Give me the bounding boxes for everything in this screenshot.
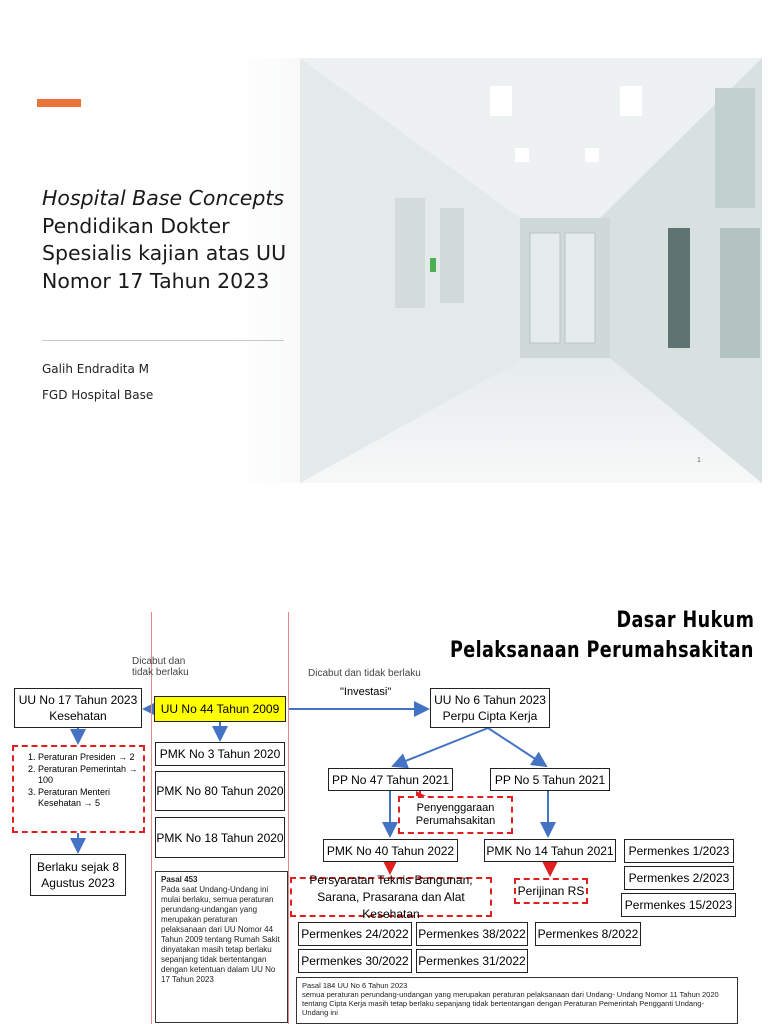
box-pmk18-2020: PMK No 18 Tahun 2020 (155, 817, 285, 858)
pasal453-text: Pada saat Undang-Undang ini mulai berlaku, semua peraturan perundang-undangan yang merupakan peraturan pelaksanaan dari UU Nomor 44 Tahun 2009 tentang Rumah Sakit dinyatakan masih tetap berlaku sepanjang tidak bertentangan dengan ketentuan dalam UU No 17 Tahun 2023 (161, 885, 280, 984)
legal-basis-slide (0, 600, 768, 1024)
label-revoked-uu44: Dicabut dan tidak berlaku (132, 656, 189, 678)
box-pmk80-2020: PMK No 80 Tahun 2020 (155, 771, 285, 811)
derivative-item: 1. Peraturan Presiden → 2 (38, 752, 143, 763)
box-uu6-2023: UU No 6 Tahun 2023 Perpu Cipta Kerja (430, 688, 550, 728)
box-permenkes-30-2022: Permenkes 30/2022 (298, 949, 412, 973)
box-uu17-2023: UU No 17 Tahun 2023 Kesehatan (14, 688, 142, 728)
box-permenkes-38-2022: Permenkes 38/2022 (416, 922, 528, 946)
box-uu44-2009: UU No 44 Tahun 2009 (154, 696, 286, 722)
box-permenkes-8-2022: Permenkes 8/2022 (535, 922, 641, 946)
red-divider-right (288, 612, 289, 1024)
slide-heading-line1: Dasar Hukum (616, 608, 754, 633)
box-permenkes-31-2022: Permenkes 31/2022 (416, 949, 528, 973)
box-perijinan-rs: Perijinan RS (514, 878, 588, 904)
accent-bar (37, 99, 81, 107)
pasal184-text: semua peraturan perundang-undangan yang merupakan peraturan pelaksanaan dari Undang- Undang Nomor 11 Tahun 2020 tentang Cipta Kerja masih tetap berlaku sepanjang tidak bertentangan dengan Peraturan Pemerintah Pengganti Undang- Undang ini (302, 990, 719, 1017)
box-derivative-regulations (12, 745, 145, 833)
box-persyaratan-teknis: Persyaratan Teknis Bangunan, Sarana, Prasarana dan Alat Kesehatan (290, 877, 492, 917)
author-name: Galih Endradita M (42, 362, 150, 376)
arrow-uu6-pp5 (488, 728, 546, 766)
event-name: FGD Hospital Base (42, 388, 154, 402)
box-permenkes-24-2022: Permenkes 24/2022 (298, 922, 412, 946)
page-number: 1 (697, 457, 701, 464)
box-pp47-2021: PP No 47 Tahun 2021 (328, 768, 453, 791)
slide-heading-line2: Pelaksanaan Perumahsakitan (450, 638, 754, 663)
derivative-item: 2. Peraturan Pemerintah → 100 (38, 764, 143, 786)
pasal453-title: Pasal 453 (161, 875, 198, 884)
title-divider (42, 340, 284, 341)
box-permenkes-1-2023: Permenkes 1/2023 (624, 839, 734, 863)
derivative-item: 3. Peraturan Menteri Kesehatan → 5 (38, 787, 143, 809)
box-penyelenggaraan: Penyenggaraan Perumahsakitan (398, 796, 513, 834)
slide-title (42, 185, 292, 295)
box-pmk3-2020: PMK No 3 Tahun 2020 (155, 742, 285, 766)
box-permenkes-2-2023: Permenkes 2/2023 (624, 866, 734, 890)
title-rest-part: Pendidikan Dokter Spesialis kajian atas UU Nomor 17 Tahun 2023 (42, 213, 287, 293)
label-revoked-uu6: Dicabut dan tidak berlaku (308, 668, 421, 679)
box-pasal-453 (155, 871, 288, 1023)
box-effective-date: Berlaku sejak 8 Agustus 2023 (30, 854, 126, 896)
derivative-list (14, 752, 143, 810)
box-pasal-184 (296, 977, 738, 1024)
title-italic-part: Hospital Base Concepts (42, 186, 285, 210)
arrow-uu6-pp47 (393, 728, 488, 766)
box-pp5-2021: PP No 5 Tahun 2021 (490, 768, 610, 791)
label-investasi: "Investasi" (340, 686, 392, 698)
box-pmk14-2021: PMK No 14 Tahun 2021 (484, 839, 616, 862)
title-slide (0, 58, 762, 483)
box-permenkes-15-2023: Permenkes 15/2023 (621, 893, 736, 917)
box-pmk40-2022: PMK No 40 Tahun 2022 (323, 839, 458, 862)
pasal184-title: Pasal 184 UU No 6 Tahun 2023 (302, 981, 408, 990)
